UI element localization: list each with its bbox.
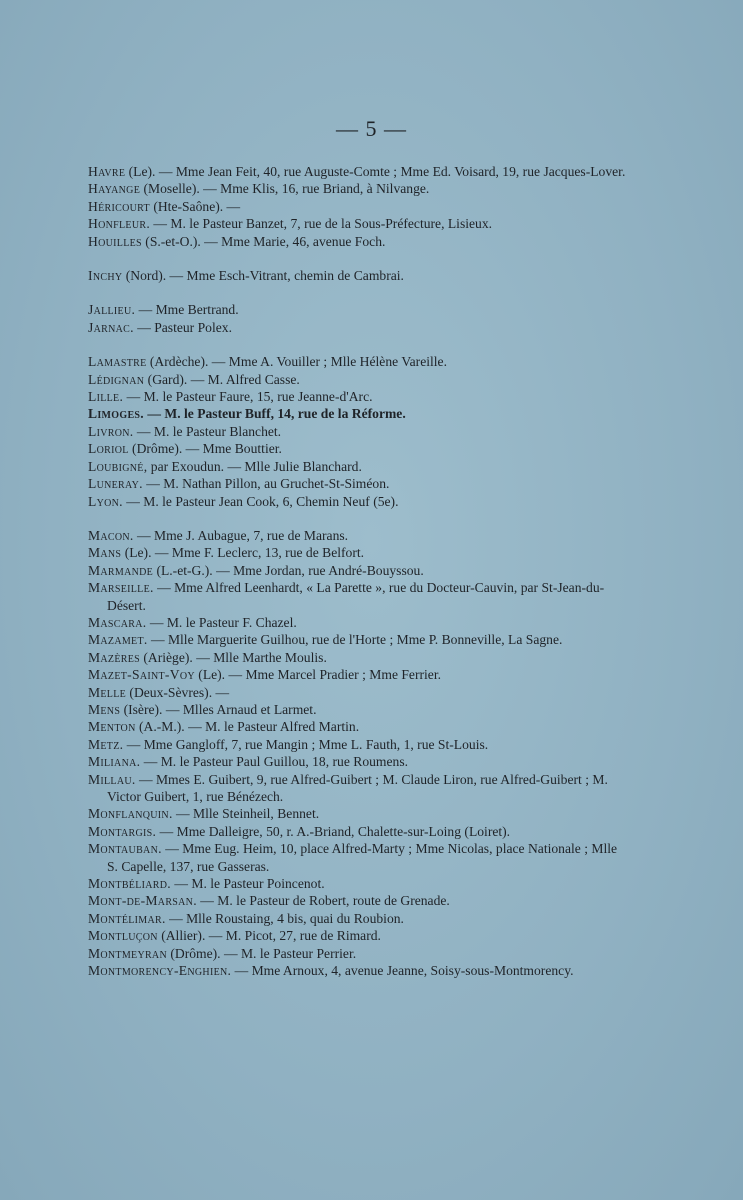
entry-text: — M. le Pasteur de Robert, route de Grenade.	[196, 893, 450, 909]
directory-entry	[88, 875, 628, 892]
directory-entry	[88, 631, 628, 648]
directory-entry	[88, 301, 628, 318]
entry-text: — Mme Alfred Leenhardt, « La Parette », rue du Docteur-Cauvin, par St-Jean-du-Désert.	[107, 580, 605, 613]
directory-entry	[88, 684, 628, 701]
entry-text: — M. le Pasteur Jean Cook, 6, Chemin Neuf (5e).	[122, 493, 399, 509]
directory-entry	[88, 927, 628, 944]
entry-text: — M. le Pasteur Poincenot.	[170, 876, 325, 892]
place-name: Havre	[88, 164, 126, 179]
directory-entry	[88, 718, 628, 735]
directory-entry	[88, 649, 628, 666]
directory-entries	[88, 163, 628, 996]
place-name: Mens	[88, 701, 121, 717]
place-name: Macon.	[88, 527, 134, 543]
place-name: Mazamet.	[88, 632, 148, 648]
place-name: Mazet-Saint-Voy	[88, 667, 195, 683]
directory-entry	[88, 267, 628, 284]
directory-entry	[88, 614, 628, 631]
entry-group	[88, 267, 628, 284]
place-name: Limoges.	[88, 406, 144, 422]
entry-text: — M. Nathan Pillon, au Gruchet-St-Siméon.	[142, 476, 390, 492]
directory-entry	[88, 319, 628, 336]
place-name: Mascara.	[88, 614, 147, 630]
directory-entry	[88, 388, 628, 405]
entry-text: (Hte-Saône). —	[149, 198, 241, 214]
entry-text: (Nord). — Mme Esch-Vitrant, chemin de Cambrai.	[122, 268, 404, 284]
entry-text: (Gard). — M. Alfred Casse.	[144, 371, 300, 387]
place-name: Héricourt	[88, 198, 150, 214]
place-name: Loriol	[88, 441, 129, 457]
entry-text: (L.-et-G.). — Mme Jordan, rue André-Bouyssou.	[153, 562, 424, 578]
place-name: Lédignan	[88, 371, 145, 387]
entry-text: (Allier). — M. Picot, 27, rue de Rimard.	[157, 928, 381, 944]
place-name: Montauban.	[88, 841, 162, 857]
entry-text: — M. le Pasteur Banzet, 7, rue de la Sous-Préfecture, Lisieux.	[150, 216, 493, 232]
directory-entry	[88, 805, 628, 822]
directory-entry	[88, 823, 628, 840]
directory-entry	[88, 736, 628, 753]
place-name: Metz.	[88, 736, 124, 752]
entry-text: — Mme Bertrand.	[135, 302, 239, 318]
directory-entry	[88, 163, 628, 180]
entry-group	[88, 527, 628, 980]
place-name: Millau.	[88, 771, 136, 787]
directory-entry	[88, 215, 628, 232]
directory-entry	[88, 666, 628, 683]
entry-text: — M. le Pasteur Buff, 14, rue de la Réforme.	[143, 406, 406, 422]
place-name: Lyon.	[88, 493, 123, 509]
place-name: Lille.	[88, 389, 124, 405]
entry-text: — Mlle Marguerite Guilhou, rue de l'Horte ; Mme P. Bonneville, La Sagne.	[147, 632, 563, 648]
entry-text: (Moselle). — Mme Klis, 16, rue Briand, à Nilvange.	[140, 181, 430, 197]
directory-entry	[88, 579, 628, 614]
place-name: Miliana.	[88, 754, 141, 770]
place-name: Montmorency-Enghien.	[88, 963, 232, 979]
directory-entry	[88, 233, 628, 250]
entry-text: par Exoudun. — Mlle Julie Blanchard.	[147, 458, 362, 474]
place-name: Houilles	[88, 233, 142, 249]
entry-text: (Drôme). — Mme Bouttier.	[128, 441, 282, 457]
directory-entry	[88, 892, 628, 909]
place-name: Inchy	[88, 268, 123, 284]
place-name: Montélimar.	[88, 910, 166, 926]
directory-entry	[88, 771, 628, 806]
entry-text: — M. le Pasteur Faure, 15, rue Jeanne-d'Arc.	[123, 389, 373, 405]
directory-entry	[88, 198, 628, 215]
entry-text: (Le). — Mme Jean Feit, 40, rue Auguste-Comte ; Mme Ed. Voisard, 19, rue Jacques-Lover.	[125, 164, 626, 179]
entry-text: (Isère). — Mlles Arnaud et Larmet.	[120, 701, 317, 717]
directory-entry	[88, 458, 628, 475]
entry-text: — M. le Pasteur F. Chazel.	[146, 614, 297, 630]
directory-entry	[88, 493, 628, 510]
entry-text: (A.-M.). — M. le Pasteur Alfred Martin.	[135, 719, 360, 735]
place-name: Montbéliard.	[88, 876, 171, 892]
directory-entry	[88, 753, 628, 770]
entry-group	[88, 301, 628, 336]
entry-text: (Ariège). — Mlle Marthe Moulis.	[139, 649, 327, 665]
place-name: Montluçon	[88, 928, 158, 944]
entry-text: — M. le Pasteur Blanchet.	[133, 423, 282, 439]
place-name: Lamastre	[88, 354, 147, 370]
place-name: Livron.	[88, 423, 134, 439]
place-name: Montmeyran	[88, 945, 167, 961]
entry-text: — Mme Arnoux, 4, avenue Jeanne, Soisy-sous-Montmorency.	[231, 963, 574, 979]
directory-entry	[88, 840, 628, 875]
entry-text: — Mme J. Aubague, 7, rue de Marans.	[133, 527, 349, 543]
directory-entry	[88, 405, 628, 422]
place-name: Jarnac.	[88, 319, 134, 335]
place-name: Loubigné,	[88, 458, 148, 474]
directory-entry	[88, 353, 628, 370]
page-number: — 5 —	[336, 116, 407, 141]
entry-group	[88, 163, 628, 250]
place-name: Mont-de-Marsan.	[88, 893, 197, 909]
entry-text: (Le). — Mme Marcel Pradier ; Mme Ferrier.	[194, 667, 442, 683]
directory-entry	[88, 910, 628, 927]
directory-entry	[88, 544, 628, 561]
entry-text: — Mlle Steinheil, Bennet.	[172, 806, 320, 822]
entry-text: — Mme Eug. Heim, 10, place Alfred-Marty ; Mme Nicolas, place Nationale ; Mlle S. Capelle, 137, rue Gasseras.	[107, 841, 618, 874]
place-name: Menton	[88, 719, 136, 735]
directory-entry	[88, 562, 628, 579]
directory-entry	[88, 527, 628, 544]
directory-entry	[88, 962, 628, 979]
entry-text: (Le). — Mme F. Leclerc, 13, rue de Belfort.	[121, 545, 365, 561]
place-name: Marseille.	[88, 580, 154, 596]
place-name: Jallieu.	[88, 302, 136, 318]
entry-text: — Mme Dalleigre, 50, r. A.-Briand, Chalette-sur-Loing (Loiret).	[156, 823, 511, 839]
directory-entry	[88, 701, 628, 718]
directory-entry	[88, 475, 628, 492]
entry-text: (S.-et-O.). — Mme Marie, 46, avenue Foch.	[141, 233, 386, 249]
directory-entry	[88, 440, 628, 457]
entry-text: (Drôme). — M. le Pasteur Perrier.	[166, 945, 357, 961]
place-name: Mazères	[88, 649, 140, 665]
directory-entry	[88, 180, 628, 197]
entry-text: — M. le Pasteur Paul Guillou, 18, rue Roumens.	[140, 754, 409, 770]
place-name: Mans	[88, 545, 122, 561]
entry-text: (Deux-Sèvres). —	[126, 684, 230, 700]
place-name: Honfleur.	[88, 216, 151, 232]
place-name: Luneray.	[88, 476, 143, 492]
entry-text: (Ardèche). — Mme A. Vouiller ; Mlle Hélène Vareille.	[146, 354, 447, 370]
entry-text: — Mlle Roustaing, 4 bis, quai du Roubion.	[165, 910, 404, 926]
directory-entry	[88, 371, 628, 388]
place-name: Marmande	[88, 562, 154, 578]
entry-text: — Pasteur Polex.	[133, 319, 232, 335]
directory-entry	[88, 423, 628, 440]
place-name: Montargis.	[88, 823, 157, 839]
directory-entry	[88, 945, 628, 962]
place-name: Hayange	[88, 181, 141, 197]
entry-text: — Mme Gangloff, 7, rue Mangin ; Mme L. Fauth, 1, rue St-Louis.	[123, 736, 489, 752]
entry-text: — Mmes E. Guibert, 9, rue Alfred-Guibert ; M. Claude Liron, rue Alfred-Guibert ; M. Victor Guibert, 1, rue Bénézech.	[107, 771, 608, 804]
place-name: Monflanquin.	[88, 806, 173, 822]
place-name: Melle	[88, 684, 127, 700]
entry-group	[88, 353, 628, 510]
